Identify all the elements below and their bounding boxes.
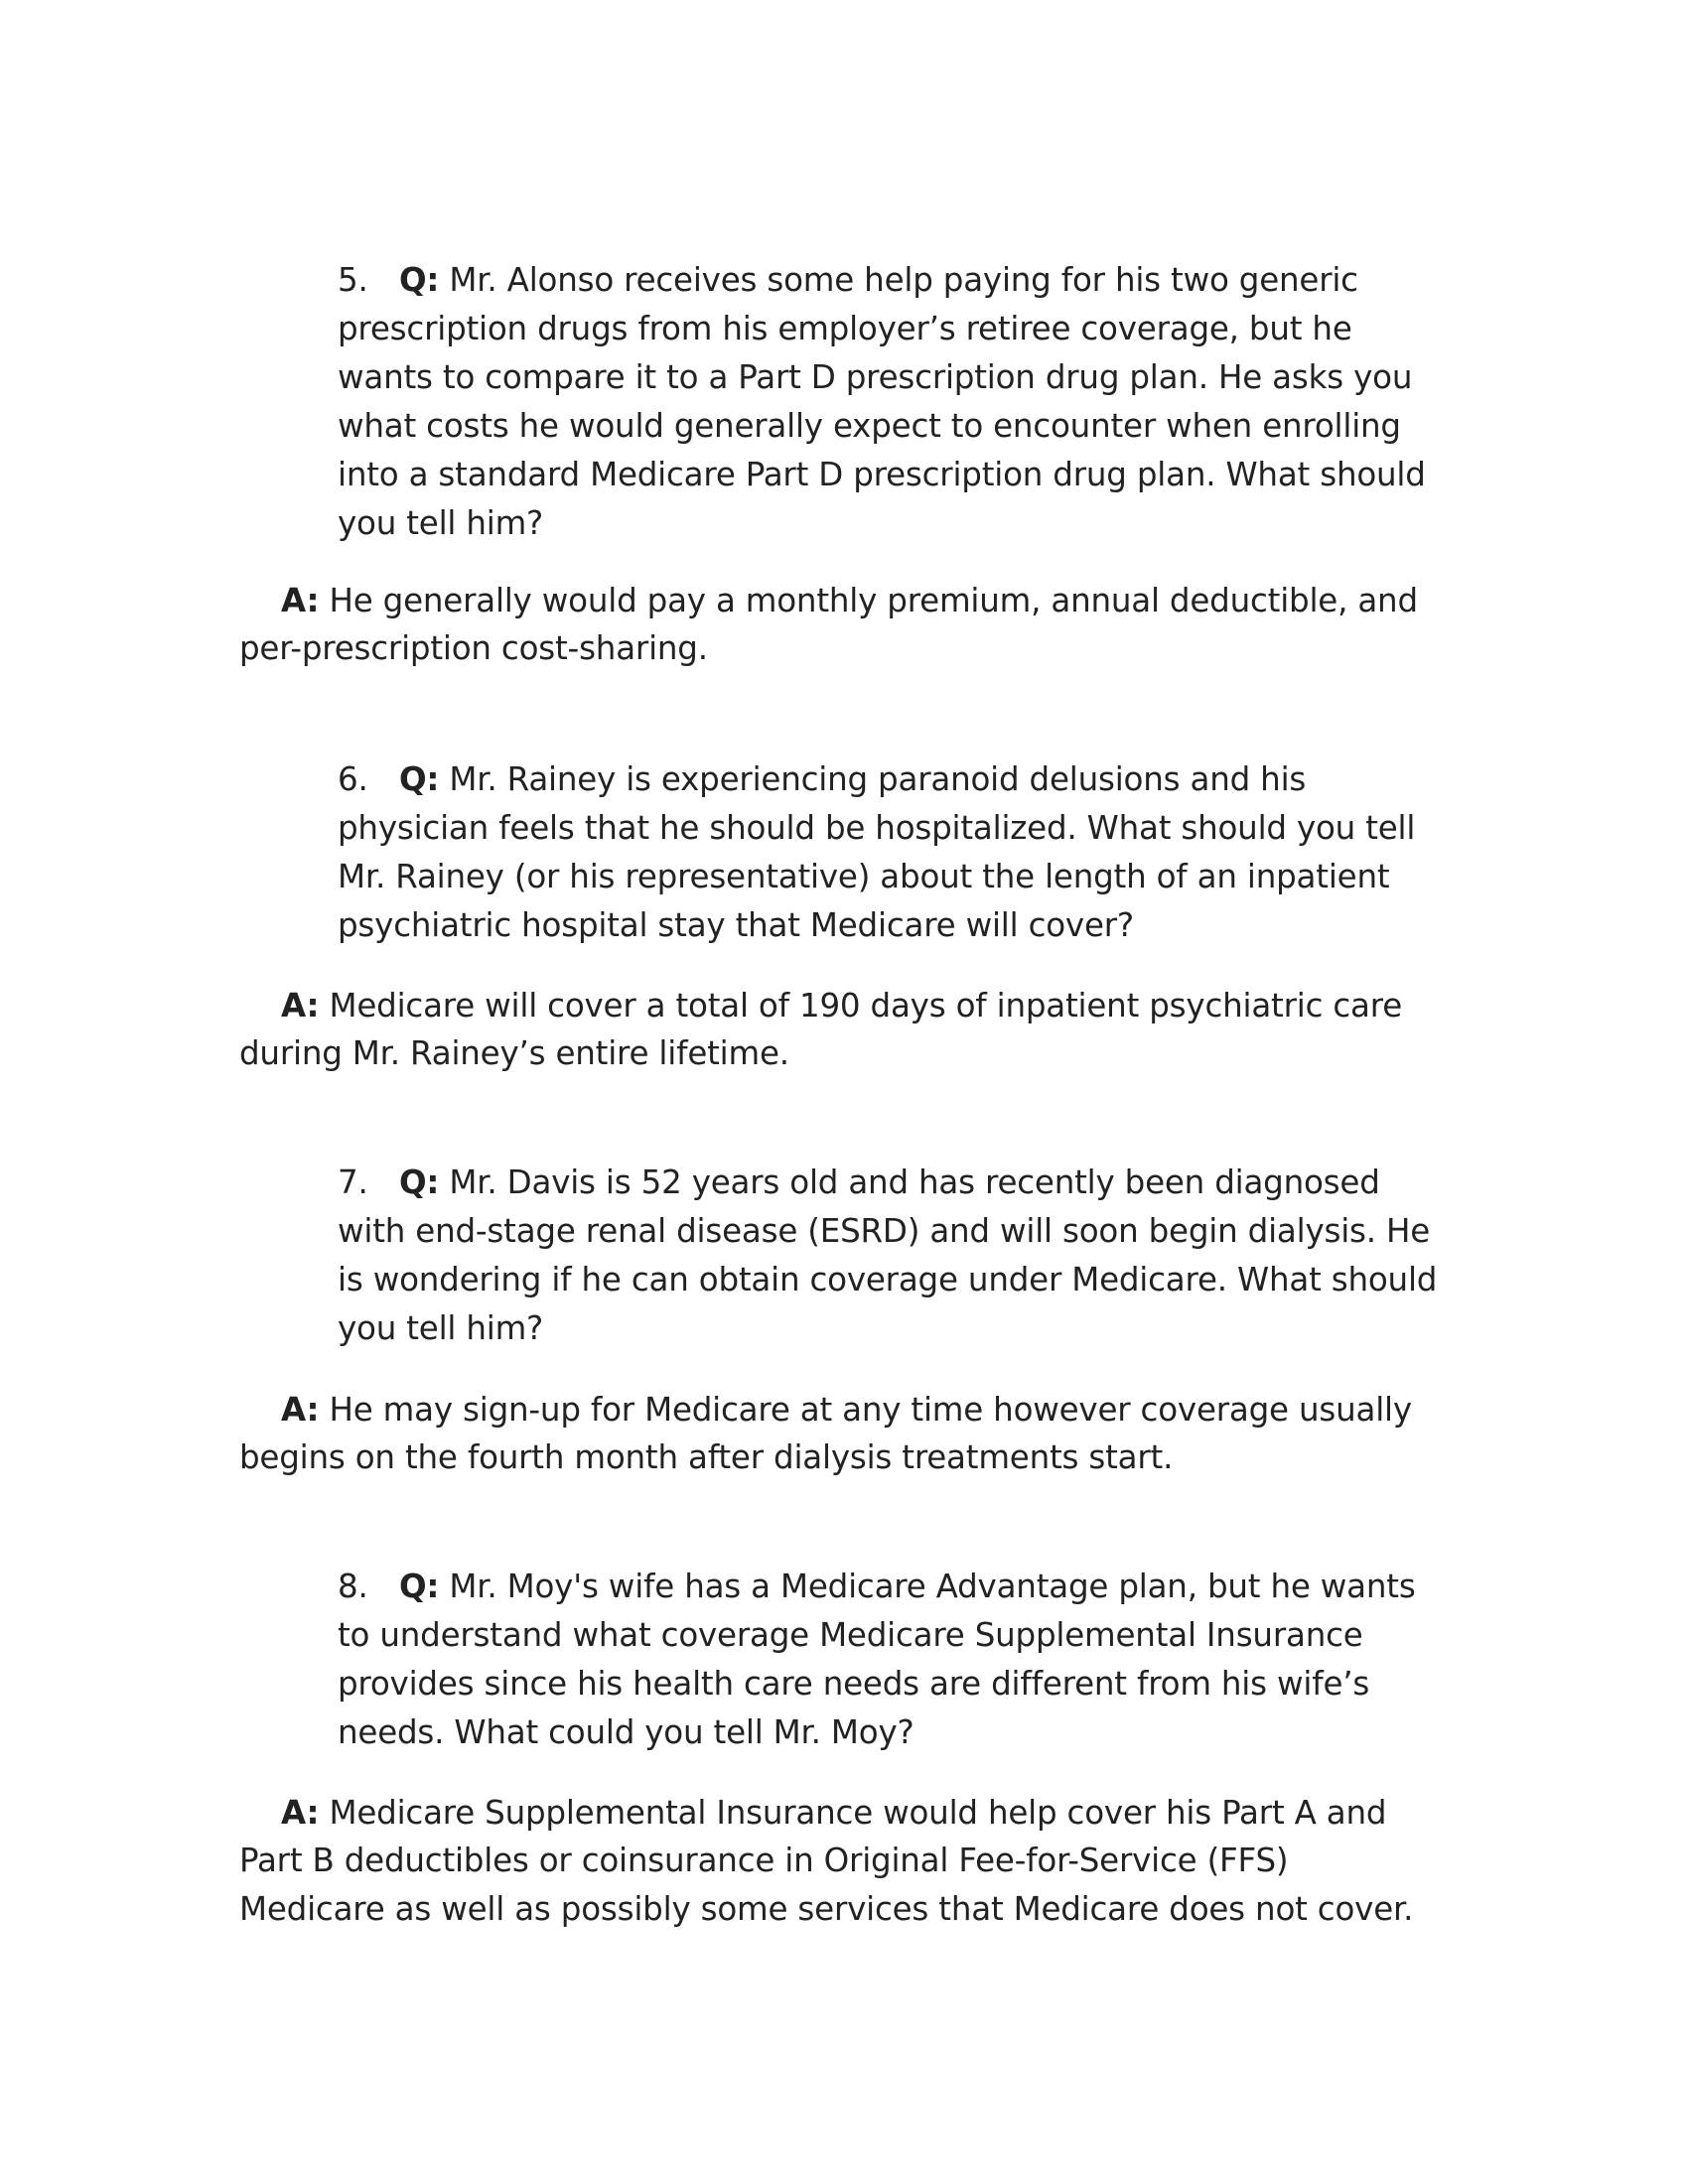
answer-line: per-prescription cost-sharing. [239, 629, 708, 667]
question-line: psychiatric hospital stay that Medicare will cover? [338, 906, 1134, 944]
question-line: what costs he would generally expect to encounter when enrolling [338, 407, 1401, 445]
answer-line: A: Medicare will cover a total of 190 days of inpatient psychiatric care [281, 987, 1403, 1024]
question-number: 6. [338, 760, 368, 798]
question-line: with end-stage renal disease (ESRD) and will soon begin dialysis. He [338, 1212, 1431, 1250]
question-label: Q: [399, 1568, 440, 1605]
question-line: provides since his health care needs are different from his wife’s [338, 1665, 1370, 1703]
answer-line: A: Medicare Supplemental Insurance would help cover his Part A and [281, 1794, 1387, 1832]
question-label: Q: [399, 760, 440, 798]
question-number: 7. [338, 1163, 368, 1201]
answer-label: A: [281, 1391, 320, 1429]
question-number: 5. [338, 261, 368, 299]
question-line: 8. Q: Mr. Moy's wife has a Medicare Advantage plan, but he wants [338, 1568, 1416, 1605]
question-line: prescription drugs from his employer’s retiree coverage, but he [338, 310, 1352, 347]
question-label: Q: [399, 261, 440, 299]
answer-line: Medicare as well as possibly some services that Medicare does not cover. [239, 1890, 1414, 1928]
question-line: needs. What could you tell Mr. Moy? [338, 1713, 914, 1751]
answer-line: Part B deductibles or coinsurance in Original Fee-for-Service (FFS) [239, 1842, 1289, 1879]
question-number: 8. [338, 1568, 368, 1605]
question-line: 5. Q: Mr. Alonso receives some help paying for his two generic [338, 261, 1358, 299]
answer-label: A: [281, 1794, 320, 1832]
question-line: you tell him? [338, 1309, 544, 1347]
question-line: into a standard Medicare Part D prescription drug plan. What should [338, 456, 1426, 493]
question-line: Mr. Rainey (or his representative) about the length of an inpatient [338, 858, 1390, 895]
question-line: wants to compare it to a Part D prescription drug plan. He asks you [338, 358, 1413, 396]
question-label: Q: [399, 1163, 440, 1201]
question-line: 6. Q: Mr. Rainey is experiencing paranoid delusions and his [338, 760, 1307, 798]
answer-line: begins on the fourth month after dialysis treatments start. [239, 1438, 1174, 1476]
answer-label: A: [281, 582, 320, 619]
answer-line: A: He generally would pay a monthly premium, annual deductible, and [281, 582, 1418, 619]
question-line: is wondering if he can obtain coverage under Medicare. What should [338, 1261, 1438, 1298]
question-line: physician feels that he should be hospitalized. What should you tell [338, 809, 1416, 847]
answer-line: during Mr. Rainey’s entire lifetime. [239, 1034, 789, 1072]
question-line: to understand what coverage Medicare Supplemental Insurance [338, 1616, 1363, 1654]
question-line: 7. Q: Mr. Davis is 52 years old and has recently been diagnosed [338, 1163, 1380, 1201]
question-line: you tell him? [338, 504, 544, 542]
answer-line: A: He may sign-up for Medicare at any time however coverage usually [281, 1391, 1412, 1429]
answer-label: A: [281, 987, 320, 1024]
